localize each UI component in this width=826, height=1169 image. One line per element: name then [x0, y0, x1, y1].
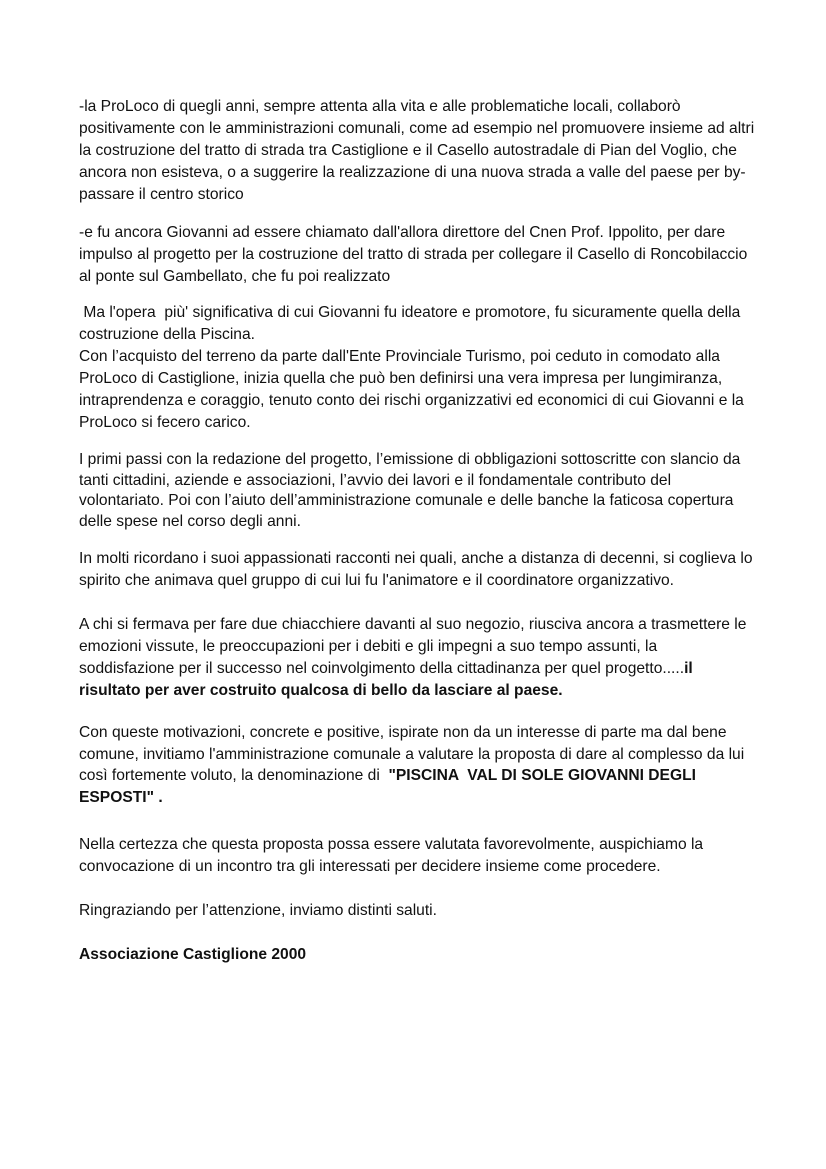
paragraph-proposta-name: "PISCINA VAL DI SOLE GIOVANNI DEGLI ESPOSTI" . — [79, 767, 701, 807]
paragraph-terreno-acquisto: Con l’acquisto del terreno da parte dall'Ente Provinciale Turismo, poi ceduto in comodato alla ProLoco di Castiglione, inizia quella che può ben definirsi una vera impresa per lungimiranza, intraprendenza e coraggio, tenuto conto dei rischi organizzativi ed economici di cui Giovanni e la ProLoco si fecero carico. — [79, 348, 744, 431]
paragraph-piscina-intro: Ma l'opera più' significativa di cui Giovanni fu ideatore e promotore, fu sicuramente quella della costruzione della Piscina. — [79, 304, 745, 343]
paragraph-giovanni-cnen: -e fu ancora Giovanni ad essere chiamato dall'allora direttore del Cnen Prof. Ippolito, per dare impulso al progetto per la costruzione del tratto di strada per collegare il Casello di Roncobilaccio al ponte sul Gambellato, che fu poi realizzato — [79, 224, 748, 285]
paragraph-saluti: Ringraziando per l’attenzione, inviamo distinti saluti. — [79, 902, 437, 919]
signature: Associazione Castiglione 2000 — [79, 946, 307, 963]
paragraph-negozio — [79, 614, 755, 702]
paragraph-certezza: Nella certezza che questa proposta possa essere valutata favorevolmente, auspichiamo la convocazione di un incontro tra gli interessati per decidere insieme come procedere. — [79, 836, 704, 875]
paragraph-proloco-roads: -la ProLoco di quegli anni, sempre attenta alla vita e alle problematiche locali, collaborò positivamente con le amministrazioni comunali, come ad esempio nel promuovere insieme ad altri la costruzione del tratto di strada tra Castiglione e il Casello autostradale di Pian del Voglio, che ancora non esisteva, o a suggerire la realizzazione di una nuova strada a valle del paese per by-passare il centro storico — [79, 98, 755, 203]
paragraph-ricordi: In molti ricordano i suoi appassionati racconti nei quali, anche a distanza di decenni, si coglieva lo spirito che animava quel gruppo di cui lui fu l'animatore e il coordinatore organizzativo. — [79, 550, 753, 589]
paragraph-negozio-text: A chi si fermava per fare due chiacchiere davanti al suo negozio, riusciva ancora a trasmettere le emozioni vissute, le preoccupazioni per i debiti e gli impegni a suo tempo assunti, la soddisfazione per il successo nel coinvolgimento della cittadinanza per quel progetto..... — [79, 616, 747, 677]
paragraph-negozio-bold: il risultato per aver costruito qualcosa di bello da lasciare al paese. — [79, 660, 693, 699]
paragraph-proposta — [79, 722, 755, 809]
paragraph-primi-passi: I primi passi con la redazione del progetto, l’emissione di obbligazioni sottoscritte con slancio da tanti cittadini, aziende e associazioni, l’avvio dei lavori e il fondamentale contributo del volontariato. Poi con l’aiuto dell’amministrazione comunale e delle banche la faticosa copertura delle spese nel corso degli anni. — [79, 451, 741, 531]
paragraph-proposta-text: Con queste motivazioni, concrete e positive, ispirate non da un interesse di parte ma dal bene comune, invitiamo l'amministrazione comunale a valutare la proposta di dare al complesso da lui così fortemente voluto, la denominazione di — [79, 724, 749, 785]
